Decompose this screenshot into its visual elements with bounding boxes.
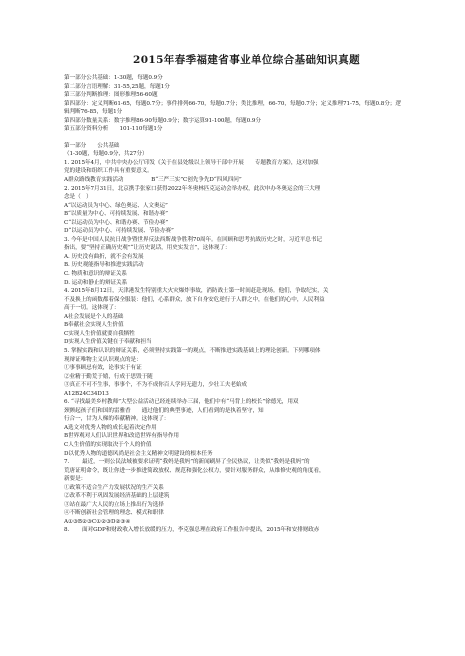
- answer-option: ②业精于勤荒于嬉，行成于思毁于随: [64, 373, 153, 380]
- outline-line: 第二部分言语理解：31-55,25题，每题1分: [64, 83, 170, 90]
- question-text: 念是（ ）: [64, 194, 92, 201]
- question-text: 现辩证唯物主义认识观点的是：: [64, 356, 142, 363]
- section-subheading: （1-30题，每题0.9分，共27分）: [64, 151, 148, 158]
- question-text: 7. 最近，一则公民法域被要求证明“我妈是我妈”的新闻刷屏了全民热议，让类似“我妈是我妈”的: [64, 459, 310, 466]
- answer-option: A“以运动员为中心、绿色奥运、人文奥运”: [64, 202, 168, 209]
- document-body: [64, 142, 429, 535]
- document-title: 2015年春季福建省事业单位综合基础知识真题: [132, 54, 361, 66]
- question-text: 行合一，甘为人梯的奉献精神。这体现了：: [64, 416, 170, 423]
- outline-line: 第三部分判断推理：图形推理56-60题: [64, 92, 158, 99]
- answer-option: B“以质量为中心、可持续发展、和谐办赛”: [64, 211, 168, 218]
- answer-option: A12B24C34D13: [64, 390, 109, 397]
- answer-option: D实现人生价值关键在于奉献和担当: [64, 339, 152, 346]
- answer-option: ①事事顾忌有效，论事实于有证: [64, 365, 142, 372]
- answer-option: ②改革不利于巩固发展经济基础的上层建筑: [64, 493, 170, 500]
- answer-option: C. 物质和意识的辩证关系: [64, 271, 127, 278]
- answer-option: B奉献社会实现人生价值: [64, 322, 124, 329]
- outline-line: 第四部分数量关系：数字推理86-90每题0.9分；数字运算91-100题，每题0.9分: [64, 117, 261, 124]
- question-text: 1. 2015年4月，中共中央办公厅印发《关于在县处级以上领导干部中开展 专题教育方案》，这对加强: [64, 159, 319, 166]
- question-text: 新要是：: [64, 476, 87, 483]
- question-text: 5. 掌握实践和认识的辩证关系，必须坚持实践第一的观点，不断推进实践基础上的理论创新。下列哪项体: [64, 347, 321, 354]
- spacer: [64, 134, 429, 142]
- question-text: 6. “寻找最美乡村教师”大型公益活动已经连续举办三届，他们中有“马背上的校长”徐德光，用双: [64, 399, 299, 406]
- answer-option: D“以运动员为中心、可持续发展、节俭办赛”: [64, 228, 174, 235]
- question-text: 8. 面对GDP和财政收入增长放缓的压力，李克强总理在政府工作报告中提出，2015年和安排财政赤: [64, 527, 320, 534]
- answer-option: A. 历史没有曲折，就不会有发展: [64, 253, 144, 260]
- outline-line: 第一部分公共基础：1-30题，每题0.9分: [64, 75, 163, 81]
- question-text: 2. 2015年7月31日，北京携手张家口获得2022年冬奥林匹克运动会举办权，此次申办冬奥运会的三大理: [64, 185, 321, 192]
- answer-option: A群众路线教育实践活动 B“三严三实”C创先争先D“四风四问”: [64, 177, 242, 184]
- question-text: 指出，要“坚持正确历史观”“让历史说话，用史实发言”，这体现了：: [64, 245, 231, 252]
- answer-option: ①政策不适合生产力发展状况的生产关系: [64, 484, 164, 491]
- question-text: 荒唐证明命令，既让你进一步推进简政放权、规范和强化公权力，要针对服务群众，从维修史观的角度看，: [64, 467, 325, 474]
- answer-option: D以优秀人物的道德风尚是社会主义精神文明建设的根本任务: [64, 450, 213, 457]
- outline-line: 第五部分资料分析 101-110每题1分: [64, 126, 163, 133]
- answer-option: D. 运动和静止的辩证关系: [64, 279, 128, 286]
- exam-outline: [64, 74, 429, 134]
- question-text: 高于一切。这体现了：: [64, 305, 120, 312]
- answer-option: ③真正不可不生事，事事个，不为不成你百人学问无遗力，少壮工夫老始成: [64, 382, 247, 389]
- answer-option: A选文对优秀人物的成长起着决定作用: [64, 424, 157, 431]
- answer-option: C“以运动员为中心、和谐办赛、节俭办赛”: [64, 219, 169, 226]
- section-heading: 第一部分 公共基础: [64, 142, 120, 149]
- question-text: 4. 2015年8月12日，天津港发生特别重大火灾爆炸事故，消防战士第一时间赶赴现场。他们，争取纪实，关: [64, 288, 329, 295]
- answer-option: ④不断创新社会管理的理念、模式和职律: [64, 510, 164, 517]
- outline-line: 辑判断76-85，每题1分: [64, 109, 123, 116]
- answer-option: C实现人生价值就要自我牺牲: [64, 330, 135, 337]
- outline-line: 第四部分：定义判断61-65，每题0.7分；事件排列66-70，每题0.7分；类比推理，66-70，每题0.7分；定义推理71-75，每题0.8分；逻: [64, 100, 401, 107]
- answer-option: A①③B②③C①②③D②③④: [64, 518, 131, 525]
- question-text: 3. 今年是中国人民抗日战争暨世界反法西斯战争胜利70周年。在回顾和思考抗战历史之时，习近平总书记: [64, 236, 322, 243]
- answer-option: B. 历史观能指导和推进实践活动: [64, 262, 144, 269]
- answer-option: C人生价值的实现取决于个人的价值: [64, 441, 152, 448]
- question-text: 不及换上的函数都着保全服装：他们，心系群众，放下自身安危逆行于人群之中，在他们的心中，人民利益: [64, 296, 325, 303]
- question-text: 党的建设和组织工作具有重要意义。: [64, 168, 153, 175]
- question-text: 颈颤起孩子们和国的雷雅香 通过他们的典型事迹，人们看到的是执着坚守，知: [64, 407, 264, 414]
- answer-option: A社会发展是个人的基础: [64, 313, 124, 320]
- answer-option: ③站在最广大人民的立场上推出行为选择: [64, 501, 164, 508]
- answer-option: B世界观对人们认识世界和改造世界有指导作用: [64, 433, 179, 440]
